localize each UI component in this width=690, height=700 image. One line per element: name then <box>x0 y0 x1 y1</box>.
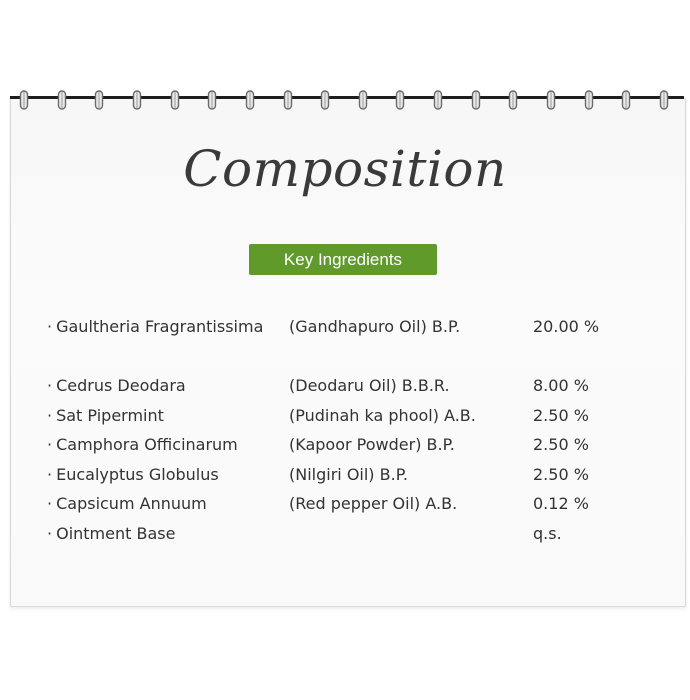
page-title: Composition <box>183 140 507 198</box>
binding-ring-icon <box>19 90 29 110</box>
binding-ring-icon <box>358 90 368 110</box>
ingredients-table <box>47 312 647 548</box>
binding-ring-icon <box>433 90 443 110</box>
ingredient-name: · Cedrus Deodara <box>47 376 186 395</box>
ingredient-amount: 0.12 % <box>533 494 589 513</box>
ingredient-row <box>47 371 647 401</box>
binding-ring-icon <box>621 90 631 110</box>
binding-ring-icon <box>659 90 669 110</box>
ingredient-name: · Ointment Base <box>47 523 176 543</box>
ingredient-source: (Deodaru Oil) B.B.R. <box>289 376 450 395</box>
binding-ring-icon <box>546 90 556 110</box>
binding-ring-icon <box>57 90 67 110</box>
ingredient-name: · Camphora Officinarum <box>47 435 238 454</box>
ingredient-amount: 2.50 % <box>533 435 589 454</box>
ingredient-row <box>47 489 647 519</box>
ingredient-row <box>47 519 647 549</box>
binding-ring-icon <box>283 90 293 110</box>
ingredient-amount: 20.00 % <box>533 317 600 336</box>
binding-ring-icon <box>584 90 594 110</box>
ingredient-source: (Red pepper Oil) A.B. <box>289 494 458 513</box>
binding-ring-icon <box>170 90 180 110</box>
ingredient-amount: q.s. <box>533 523 562 543</box>
ingredient-source: (Gandhapuro Oil) B.P. <box>289 317 461 336</box>
binding-ring-icon <box>245 90 255 110</box>
binding-ring-icon <box>395 90 405 110</box>
ingredient-name: · Capsicum Annuum <box>47 494 207 513</box>
ingredient-amount: 8.00 % <box>533 376 589 395</box>
ingredient-amount: 2.50 % <box>533 464 589 484</box>
binding-ring-icon <box>320 90 330 110</box>
ingredient-row <box>47 312 647 371</box>
ingredient-row <box>47 430 647 460</box>
binding-ring-icon <box>508 90 518 110</box>
binding-ring-icon <box>471 90 481 110</box>
key-ingredients-badge: Key Ingredients <box>249 244 437 275</box>
ingredient-row <box>47 460 647 490</box>
ingredient-name: · Sat Pipermint <box>47 405 164 425</box>
ingredient-amount: 2.50 % <box>533 405 589 425</box>
ingredient-source: (Pudinah ka phool) A.B. <box>289 405 476 425</box>
ingredient-source: (Nilgiri Oil) B.P. <box>289 464 408 484</box>
binding-ring-icon <box>132 90 142 110</box>
binding-ring-icon <box>94 90 104 110</box>
ingredient-name: · Eucalyptus Globulus <box>47 464 219 484</box>
ingredient-row <box>47 401 647 431</box>
ingredient-name: · Gaultheria Fragrantissima <box>47 317 264 336</box>
binding-ring-icon <box>207 90 217 110</box>
ingredient-source: (Kapoor Powder) B.P. <box>289 435 455 454</box>
